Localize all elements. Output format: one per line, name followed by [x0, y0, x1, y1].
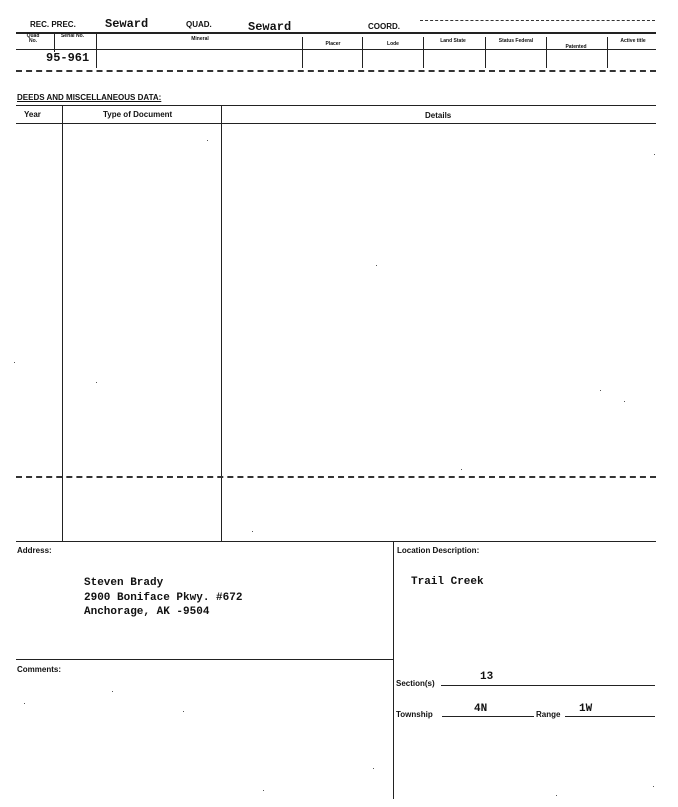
type-of-document-column-header: Type of Document [103, 110, 173, 119]
deeds-top-rule [16, 105, 656, 106]
serial-no-header: Serial No. [60, 33, 85, 39]
scan-speck [556, 795, 557, 796]
deeds-header-rule [16, 123, 656, 124]
header-dashed-rule [420, 20, 655, 21]
scan-speck [263, 790, 264, 791]
scan-speck [600, 390, 601, 391]
address-label: Address: [17, 546, 52, 555]
address-line-2: 2900 Boniface Pkwy. #672 [84, 592, 243, 604]
scan-speck [373, 768, 374, 769]
range-underline [565, 716, 655, 717]
header-divider [546, 37, 547, 68]
address-line-1: Steven Brady [84, 577, 164, 589]
quad-value: Seward [248, 20, 292, 34]
header-rule [16, 32, 656, 34]
sections-value: 13 [480, 671, 494, 683]
township-underline [442, 716, 534, 717]
year-column-header: Year [24, 110, 41, 119]
placer-header: Placer [325, 41, 341, 47]
header-divider [96, 32, 97, 68]
header-divider [302, 37, 303, 68]
header-bottom-dashed-rule [16, 70, 656, 72]
scan-speck [207, 140, 208, 141]
scan-speck [653, 786, 654, 787]
sections-label: Section(s) [396, 679, 435, 688]
scan-speck [96, 382, 97, 383]
coord-label: COORD. [368, 22, 400, 31]
comments-label: Comments: [17, 665, 62, 674]
rec-prec-value: Seward [105, 17, 149, 31]
scan-speck [624, 401, 625, 402]
land-state-header: Land State [440, 38, 466, 44]
header-divider [362, 37, 363, 68]
header-divider [607, 37, 608, 68]
patented-header: Patented [565, 44, 587, 50]
header-divider [485, 37, 486, 68]
scan-speck [14, 362, 15, 363]
scan-speck [376, 265, 377, 266]
scan-speck [654, 154, 655, 155]
rec-prec-label: REC. PREC. [30, 20, 76, 29]
range-value: 1W [579, 703, 593, 715]
location-description-label: Location Description: [397, 546, 480, 555]
location-column-divider [393, 541, 394, 799]
scan-speck [24, 703, 25, 704]
township-value: 4N [474, 703, 488, 715]
range-label: Range [536, 710, 561, 719]
serial-number-value: 95-961 [46, 51, 90, 65]
active-title-header: Active title [620, 38, 646, 44]
deeds-dashed-rule [16, 476, 656, 478]
location-description-value: Trail Creek [411, 576, 484, 588]
scan-speck [112, 691, 113, 692]
header-divider [423, 37, 424, 68]
header-divider [54, 32, 55, 52]
address-top-rule [16, 541, 656, 542]
scan-speck [461, 469, 462, 470]
column-header-rule [16, 49, 656, 50]
address-line-3: Anchorage, AK -9504 [84, 606, 210, 618]
sections-underline [441, 685, 655, 686]
deeds-section-title: DEEDS AND MISCELLANEOUS DATA: [17, 93, 162, 102]
scan-speck [183, 711, 184, 712]
status-federal-header: Status Federal [498, 38, 534, 44]
comments-top-rule [16, 659, 393, 660]
lode-header: Lode [387, 41, 399, 47]
scan-speck [252, 531, 253, 532]
details-column-header: Details [425, 111, 452, 120]
mineral-header: Mineral [191, 36, 209, 42]
township-label: Township [396, 710, 433, 719]
quad-no-header: Quad No. [26, 33, 40, 44]
quad-label: QUAD. [186, 20, 212, 29]
